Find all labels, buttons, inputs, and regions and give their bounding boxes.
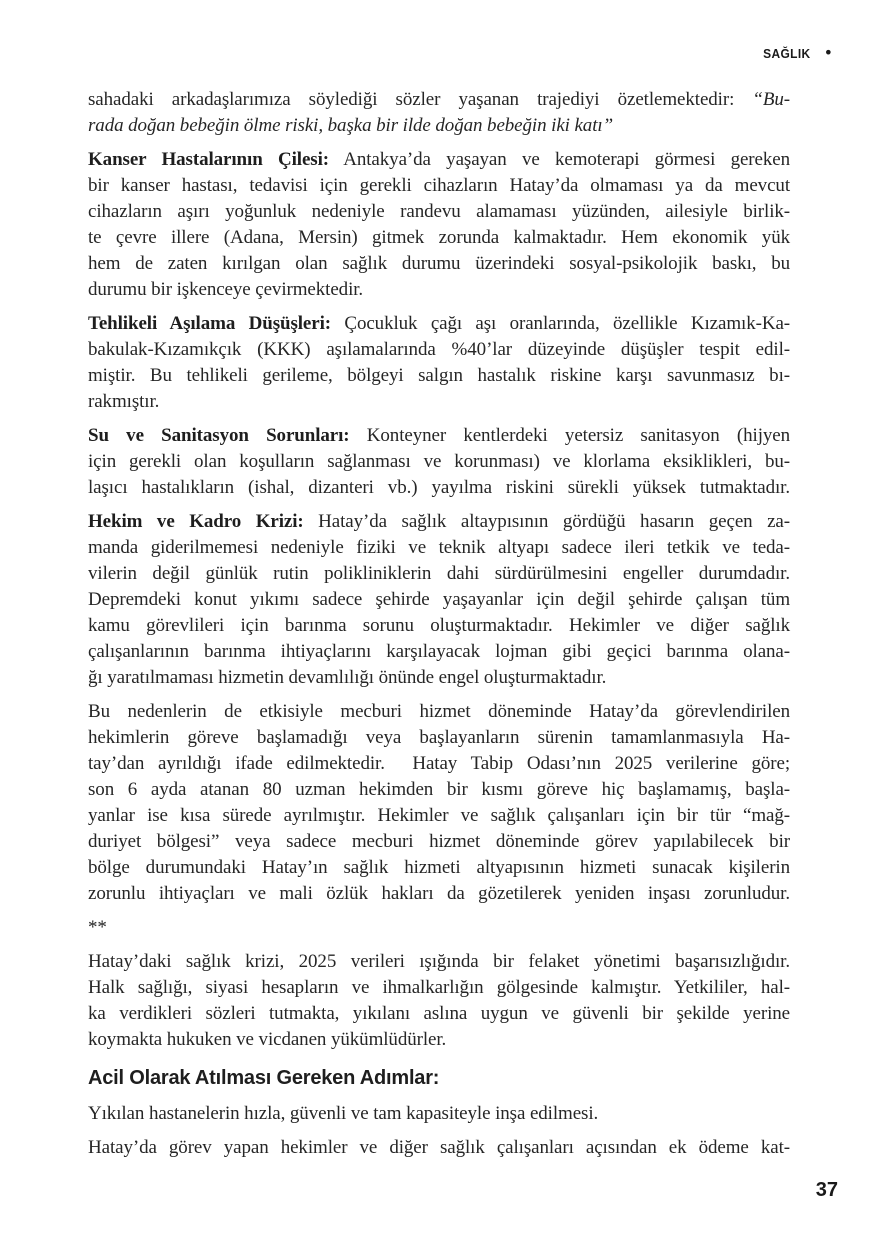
text-segment: Antakya’da yaşayan ve kemoterapi görmesi gereken: [328, 149, 790, 170]
text-segment: bir kanser hastası, tedavisi için gerekli cihazların Hatay’da olmaması ya da mevcut: [88, 175, 790, 196]
text-line: [88, 147, 790, 173]
text-segment: hem de zaten kırılgan olan sağlık durumu üzerindeki sosyal-psikolojik baskı, bu: [88, 253, 790, 274]
text-segment: Yıkılan hastanelerin hızla, güvenli ve tam kapasiteyle inşa edilmesi.: [88, 1103, 599, 1124]
text-segment: “Bu-: [752, 89, 790, 110]
text-line: [88, 449, 790, 475]
text-segment: yanlar ise kısa sürede ayrılmıştır. Hekimler ve sağlık çalışanları için bir tür “mağ-: [88, 805, 790, 826]
text-segment: duriyet bölgesi” veya sadece mecburi hizmet döneminde görev yapılabilecek bir: [88, 831, 790, 852]
section-heading: [88, 1065, 790, 1091]
text-segment: Bu nedenlerin de etkisiyle mecburi hizmet döneminde Hatay’da görevlendirilen: [88, 701, 790, 722]
paragraph: [88, 1101, 790, 1127]
text-segment: Hatay’da sağlık altaypısının gördüğü hasarın geçen za-: [303, 511, 790, 532]
paragraph: [88, 509, 790, 691]
text-segment: Konteyner kentlerdeki yetersiz sanitasyon (hijyen: [349, 425, 791, 446]
text-segment: bölge durumundaki Hatay’ın sağlık hizmeti altyapısının hizmeti sunacak kişilerin: [88, 857, 790, 878]
paragraph: [88, 1135, 790, 1161]
text-segment: miştir. Bu tehlikeli gerileme, bölgeyi salgın hastalık riskine karşı savunmasız bı-: [88, 365, 790, 386]
text-segment: için gerekli olan koşulların sağlanması ve korunması) ve klorlama eksiklikleri, bu-: [88, 451, 790, 472]
text-segment: kamu görevlileri için barınma sorunu oluşturmaktadır. Hekimler ve diğer sağlık: [88, 615, 790, 636]
text-line: [88, 1101, 790, 1127]
paragraph: [88, 311, 790, 415]
text-segment: ka verdikleri sözleri tutmakta, yıkılanı aslına uygun ve güvenli bir şekilde yerine: [88, 1003, 790, 1024]
text-segment: ğı yaratılmaması hizmetin devamlılığı önünde engel oluşturmaktadır.: [88, 667, 607, 688]
text-line: [88, 803, 790, 829]
text-segment: koymakta hukuken ve vicdanen yükümlüdürler.: [88, 1029, 447, 1050]
text-segment: te çevre illere (Adana, Mersin) gitmek zorunda kalmaktadır. Hem ekonomik yük: [88, 227, 790, 248]
text-line: [88, 535, 790, 561]
text-line: [88, 113, 790, 139]
text-line: [88, 777, 790, 803]
text-segment: sahadaki arkadaşlarımıza söylediği sözler yaşanan trajediyi özetlemektedir:: [88, 89, 753, 110]
text-segment: zorunlu ihtiyaçları ve mali özlük hakları da gözetilerek yeniden inşası zorunludur.: [88, 883, 790, 904]
text-segment: Kanser Hastalarının Çilesi:: [88, 149, 329, 170]
text-line: [88, 1065, 790, 1091]
paragraph: [88, 147, 790, 303]
text-line: [88, 1001, 790, 1027]
text-line: [88, 881, 790, 907]
paragraph: [88, 699, 790, 907]
text-line: [88, 509, 790, 535]
text-line: [88, 725, 790, 751]
text-line: [88, 561, 790, 587]
paragraph: [88, 87, 790, 139]
text-line: [88, 613, 790, 639]
text-segment: bakulak-Kızamıkçık (KKK) aşılamalarında %40’lar düzeyinde düşüşler tespit edil-: [88, 339, 790, 360]
text-segment: Su ve Sanitasyon Sorunları:: [88, 425, 350, 446]
text-segment: Çocukluk çağı aşı oranlarında, özellikle Kızamık-Ka-: [331, 313, 791, 334]
text-line: [88, 855, 790, 881]
text-segment: çalışanlarının barınma ihtiyaçlarını karşılayacak lojman gibi geçici barınma olana-: [88, 641, 790, 662]
text-segment: Hatay’daki sağlık krizi, 2025 verileri ışığında bir felaket yönetimi başarısızlığıdır.: [88, 951, 790, 972]
text-line: [88, 751, 790, 777]
page-header: [759, 45, 833, 61]
text-segment: laşıcı hastalıkların (ishal, dizanteri vb.) yayılma riskini sürekli yüksek tutmaktadır.: [88, 477, 790, 498]
text-line: [88, 829, 790, 855]
text-segment: son 6 ayda atanan 80 uzman hekimden bir kısmı göreve hiç başlamamış, başla-: [88, 779, 790, 800]
text-line: [88, 337, 790, 363]
text-segment: Tehlikeli Aşılama Düşüşleri:: [88, 313, 332, 334]
text-line: [88, 423, 790, 449]
section-label: SAĞLIK: [763, 45, 811, 61]
paragraph: [88, 949, 790, 1053]
text-line: [88, 949, 790, 975]
text-line: [88, 639, 790, 665]
page-footer: [816, 1179, 838, 1202]
text-line: [88, 1135, 790, 1161]
text-line: [88, 173, 790, 199]
text-line: [88, 699, 790, 725]
text-line: [88, 363, 790, 389]
text-segment: hekimlerin göreve başlamadığı veya başlayanların sürenin tamamlanmasıyla Ha-: [88, 727, 790, 748]
text-segment: Hekim ve Kadro Krizi:: [88, 511, 304, 532]
text-line: [88, 915, 790, 941]
paragraph: [88, 423, 790, 501]
text-line: [88, 311, 790, 337]
text-segment: manda giderilmemesi nedeniyle fiziki ve teknik altyapı sadece ileri tetkik ve teda-: [88, 537, 790, 558]
text-segment: Hatay’da görev yapan hekimler ve diğer sağlık çalışanları açısından ek ödeme kat-: [88, 1137, 790, 1158]
text-line: [88, 277, 790, 303]
text-segment: rada doğan bebeğin ölme riski, başka bir ilde doğan bebeğin iki katı”: [88, 115, 614, 136]
text-line: [88, 87, 790, 113]
text-segment: Acil Olarak Atılması Gereken Adımlar:: [88, 1067, 440, 1089]
text-segment: tay’dan ayrıldığı ifade edilmektedir. Hatay Tabip Odası’nın 2025 verilerine göre;: [88, 753, 790, 774]
text-line: [88, 587, 790, 613]
section-bullet-icon: •: [823, 43, 833, 62]
text-line: [88, 225, 790, 251]
text-segment: Depremdeki konut yıkımı sadece şehirde yaşayanlar için değil şehirde çalışan tüm: [88, 589, 790, 610]
text-segment: **: [88, 917, 107, 938]
text-segment: Halk sağlığı, siyasi hesapların ve ihmalkarlığın gölgesinde kalmıştır. Yetkililer, hal-: [88, 977, 790, 998]
paragraph: [88, 915, 790, 941]
content-area: [88, 87, 790, 1169]
text-segment: durumu bir işkenceye çevirmektedir.: [88, 279, 364, 300]
text-line: [88, 1027, 790, 1053]
text-segment: rakmıştır.: [88, 391, 160, 412]
text-segment: vilerin değil günlük rutin polikliniklerin dahi sürdürülmesini engeller durumdadır.: [88, 563, 790, 584]
text-line: [88, 475, 790, 501]
text-segment: cihazların aşırı yoğunluk nedeniyle randevu alamaması yüzünden, ailesiyle birlik-: [88, 201, 790, 222]
text-line: [88, 199, 790, 225]
text-line: [88, 251, 790, 277]
text-line: [88, 389, 790, 415]
page-number: 37: [815, 1179, 838, 1201]
text-line: [88, 975, 790, 1001]
text-line: [88, 665, 790, 691]
